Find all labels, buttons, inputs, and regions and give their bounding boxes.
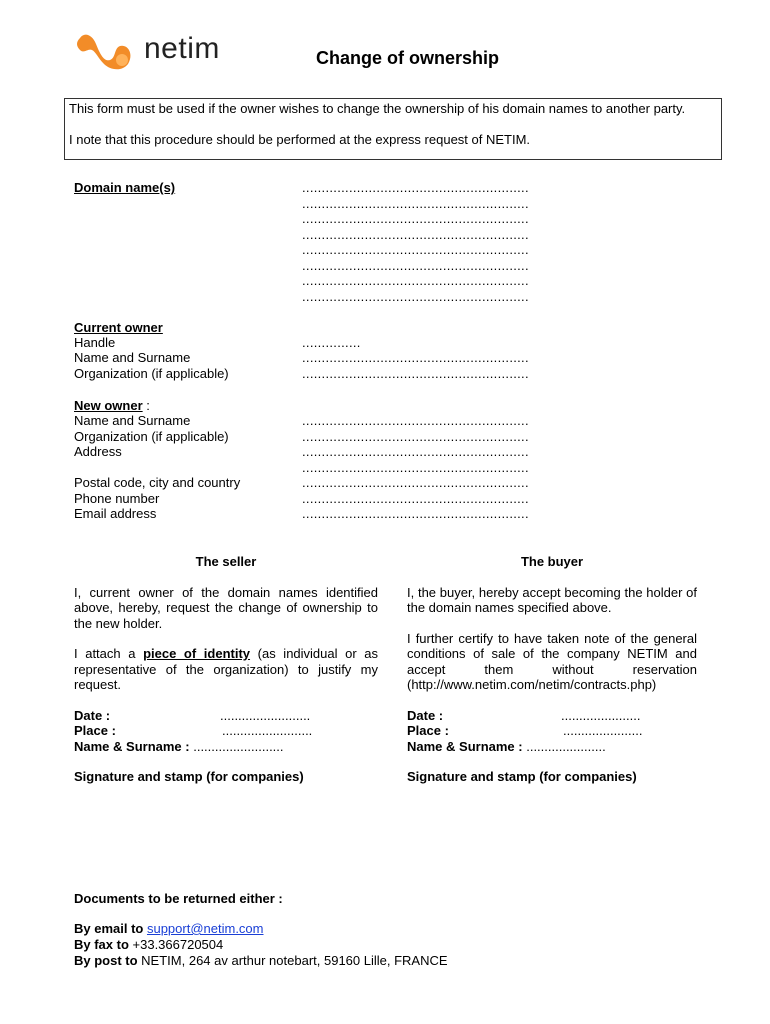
current-owner-handle-field[interactable]: ............... — [302, 335, 361, 350]
buyer-heading: The buyer — [520, 554, 584, 569]
seller-date-row — [74, 708, 378, 724]
seller-name-label: Name & Surname : — [74, 738, 190, 754]
buyer-column — [407, 554, 697, 785]
new-owner-address-field-2[interactable]: .......................................................... — [302, 460, 529, 475]
current-owner-org-label: Organization (if applicable) — [74, 366, 229, 381]
new-owner-postal-label: Postal code, city and country — [74, 475, 241, 490]
current-owner-heading: Current owner — [74, 320, 163, 335]
new-owner-address-label: Address — [74, 444, 122, 459]
domain-dots-1[interactable]: .......................................................... — [302, 180, 529, 195]
new-owner-org-label: Organization (if applicable) — [74, 429, 229, 444]
seller-place-field[interactable]: ......................... — [222, 723, 313, 738]
piece-of-identity-label: piece of identity — [143, 646, 251, 661]
notice-line-1: This form must be used if the owner wishes to change the ownership of his domain names to another party. — [69, 101, 686, 116]
post-label: By post to — [74, 953, 142, 968]
new-owner-address-field-1[interactable]: .......................................................... — [302, 444, 529, 459]
domain-dots-4[interactable]: .......................................................... — [302, 227, 529, 242]
netim-logo-icon — [74, 30, 138, 74]
seller-para-2 — [74, 646, 378, 693]
domain-names-label: Domain name(s) — [74, 180, 176, 195]
buyer-signature-label: Signature and stamp (for companies) — [407, 769, 637, 784]
notice-line-2: I note that this procedure should be performed at the express request of NETIM. — [69, 131, 531, 147]
email-label: By email to — [74, 921, 147, 936]
buyer-date-label: Date : — [407, 707, 444, 723]
domain-dots-8[interactable]: .......................................................... — [302, 289, 529, 304]
buyer-name-field[interactable]: ...................... — [526, 738, 606, 754]
new-owner-name-label: Name and Surname — [74, 413, 191, 428]
new-owner-phone-label: Phone number — [74, 491, 160, 506]
seller-place-label: Place : — [74, 723, 116, 738]
buyer-date-field[interactable]: ...................... — [561, 707, 641, 723]
seller-para-2-b: (as individual or as representative of the organization) to justify my request. — [74, 646, 379, 692]
buyer-para-1: I, the buyer, hereby accept becoming the holder of the domain names specified above. — [407, 584, 697, 615]
post-row — [74, 953, 448, 969]
buyer-place-row — [407, 723, 697, 739]
domain-dots-6[interactable]: .......................................................... — [302, 258, 529, 273]
new-owner-heading-suffix: : — [142, 398, 150, 413]
email-row — [74, 921, 264, 937]
seller-date-label: Date : — [74, 707, 111, 723]
support-email-link[interactable]: support@netim.com — [146, 921, 264, 936]
seller-name-field[interactable]: ......................... — [193, 738, 284, 754]
new-owner-postal-field[interactable]: .......................................................... — [302, 475, 529, 490]
new-owner-heading-row — [74, 398, 150, 414]
post-address: NETIM, 264 av arthur notebart, 59160 Lille, FRANCE — [141, 953, 448, 968]
new-owner-org-field[interactable]: .......................................................... — [302, 429, 529, 444]
new-owner-email-label: Email address — [74, 506, 157, 521]
seller-para-2-a: I attach a — [74, 646, 144, 661]
buyer-place-label: Place : — [407, 723, 449, 738]
current-owner-name-field[interactable]: .......................................................... — [302, 350, 529, 365]
fax-label: By fax to — [74, 937, 133, 952]
domain-dots-3[interactable]: .......................................................... — [302, 211, 529, 226]
buyer-date-row — [407, 708, 697, 724]
buyer-para-2: I further certify to have taken note of the general conditions of sale of the company NETIM and accept them without reservation (http://www.netim.com/netim/contracts.php) — [407, 630, 697, 692]
seller-para-1: I, current owner of the domain names identified above, hereby, request the change of ownership to the new holder. — [74, 584, 378, 631]
documents-heading: Documents to be returned either : — [74, 891, 283, 906]
new-owner-phone-field[interactable]: .......................................................... — [302, 491, 529, 506]
buyer-name-label: Name & Surname : — [407, 738, 523, 754]
seller-column — [74, 554, 378, 785]
notice-box — [64, 98, 722, 160]
seller-signature-label: Signature and stamp (for companies) — [74, 769, 304, 784]
domain-dots-5[interactable]: .......................................................... — [302, 242, 529, 257]
buyer-name-row — [407, 739, 697, 755]
new-owner-email-field[interactable]: .......................................................... — [302, 506, 529, 521]
seller-date-field[interactable]: ......................... — [220, 707, 311, 723]
fax-row — [74, 937, 223, 953]
logo-text: netim — [144, 32, 220, 65]
new-owner-name-field[interactable]: .......................................................... — [302, 413, 529, 428]
seller-heading: The seller — [195, 554, 257, 569]
fax-number: +33.366720504 — [132, 937, 224, 952]
current-owner-handle-label: Handle — [74, 335, 116, 350]
current-owner-org-field[interactable]: .......................................................... — [302, 366, 529, 381]
new-owner-heading: New owner — [74, 398, 143, 413]
seller-name-row — [74, 739, 378, 755]
netim-logo — [74, 30, 244, 76]
current-owner-name-label: Name and Surname — [74, 350, 191, 365]
domain-dots-2[interactable]: .......................................................... — [302, 196, 529, 211]
domain-dots-7[interactable]: .......................................................... — [302, 273, 529, 288]
buyer-place-field[interactable]: ...................... — [563, 723, 643, 738]
page-title: Change of ownership — [316, 48, 500, 68]
seller-place-row — [74, 723, 378, 739]
